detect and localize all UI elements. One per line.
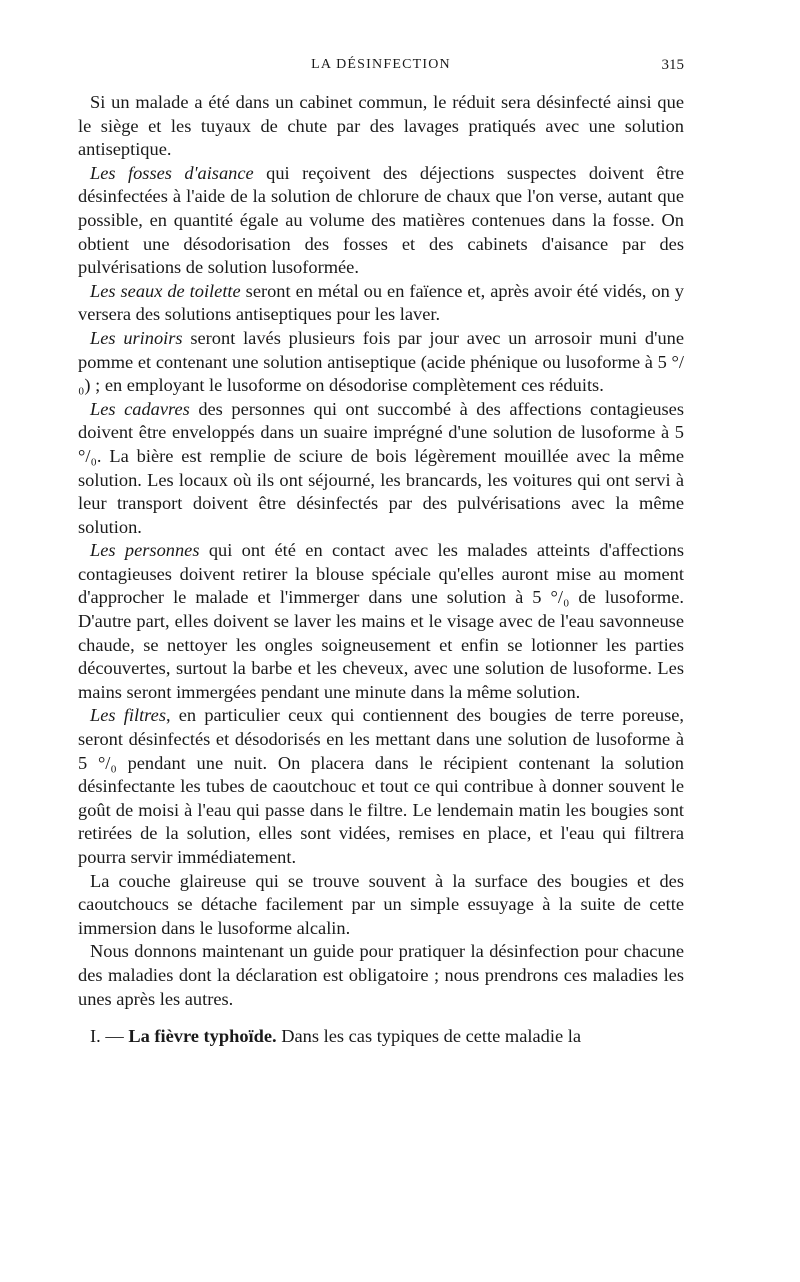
- body-text: [78, 91, 684, 1011]
- paragraph: [78, 162, 684, 280]
- running-head-title: LA DÉSINFECTION: [311, 57, 451, 72]
- paragraph-text: La couche glaireuse qui se trouve souvent à la surface des bougies et des caoutchoucs se détache facilement par un simple essuyage à la suite de cette immersion dans le lusoforme alcalin.: [78, 870, 684, 938]
- paragraph-lead: Les filtres: [90, 705, 166, 726]
- paragraph-text: qui reçoivent des déjections suspectes doivent être désinfectées à l'aide de la solution de chlorure de chaux que l'on verse, autant que possible, en quantité égale au volume des matières contenues dans la fosse. On obtient une désodorisation des fosses et des cabinets d'aisance par des pulvérisations de solution lusoformée.: [78, 162, 684, 278]
- paragraph-lead: Les cadavres: [90, 398, 190, 419]
- paragraph: [78, 940, 684, 1011]
- paragraph: [78, 327, 684, 398]
- paragraph: [78, 870, 684, 941]
- page: [78, 55, 684, 1049]
- paragraph-lead: Les fosses d'aisance: [90, 162, 254, 183]
- paragraph-text: seront lavés plusieurs fois par jour avec un arrosoir muni d'une pomme et contenant une solution antiseptique (acide phénique ou lusoforme à 5 °/₀) ; en employant le lusoforme on désodorise complètement ces réduits.: [78, 327, 684, 396]
- section-heading-paragraph: [78, 1025, 684, 1049]
- paragraph-text: qui ont été en contact avec les malades atteints d'affections contagieuses doivent retirer la blouse spéciale qu'elles auront mise au moment d'approcher le malade et l'immerger dans une solution à 5 °/₀ de lusoforme. D'autre part, elles doivent se laver les mains et le visage avec de l'eau savonneuse chaude, se nettoyer les ongles soigneusement et enfin se lotionner les parties découvertes, surtout la barbe et les cheveux, avec une solution de lusoforme. Les mains seront immergées pendant une minute dans la même solution.: [78, 540, 684, 702]
- paragraph-text: Si un malade a été dans un cabinet commun, le réduit sera désinfecté ainsi que le siège et les tuyaux de chute par des lavages pratiqués avec une solution antiseptique.: [78, 92, 684, 160]
- paragraph: [78, 91, 684, 162]
- paragraph-text: , en particulier ceux qui contiennent des bougies de terre poreuse, seront désinfectés et désodorisés en les mettant dans une solution de lusoforme à 5 °/₀ pendant une nuit. On placera dans le récipient contenant la solution désinfectante les tubes de caoutchouc et tout ce qui contribue à donner souvent le goût de moisi à l'eau qui passe dans le filtre. Le lendemain matin les bougies sont retirées de la solution, elles sont vidées, remises en place, et l'eau qui filtrera pourra servir immédiatement.: [78, 705, 684, 867]
- section-number: I. —: [90, 1026, 129, 1047]
- paragraph-lead: Les personnes: [90, 540, 200, 561]
- page-number: 315: [661, 57, 684, 73]
- paragraph-text: des personnes qui ont succombé à des affections contagieuses doivent être enveloppés dans un suaire imprégné d'une solution de lusoforme à 5 °/₀. La bière est remplie de sciure de bois légèrement mouillée avec la même solution. Les locaux où ils ont séjourné, les brancards, les voitures qui ont servi à leur transport doivent être désinfectés par des pulvérisations avec la même solution.: [78, 398, 684, 537]
- paragraph-text: Nous donnons maintenant un guide pour pratiquer la désinfection pour chacune des maladies dont la déclaration est obligatoire ; nous prendrons ces maladies les unes après les autres.: [78, 941, 684, 1009]
- section-text: Dans les cas typiques de cette maladie la: [276, 1026, 581, 1047]
- running-head: [78, 55, 684, 79]
- paragraph: [78, 539, 684, 704]
- paragraph: [78, 704, 684, 869]
- paragraph: [78, 280, 684, 327]
- paragraph-lead: Les urinoirs: [90, 327, 183, 348]
- section-heading: La fièvre typhoïde.: [128, 1026, 277, 1047]
- paragraph-lead: Les seaux de toilette: [90, 280, 241, 301]
- paragraph: [78, 398, 684, 540]
- paragraph-text: seront en métal ou en faïence et, après avoir été vidés, on y versera des solutions antiseptiques pour les laver.: [78, 280, 684, 325]
